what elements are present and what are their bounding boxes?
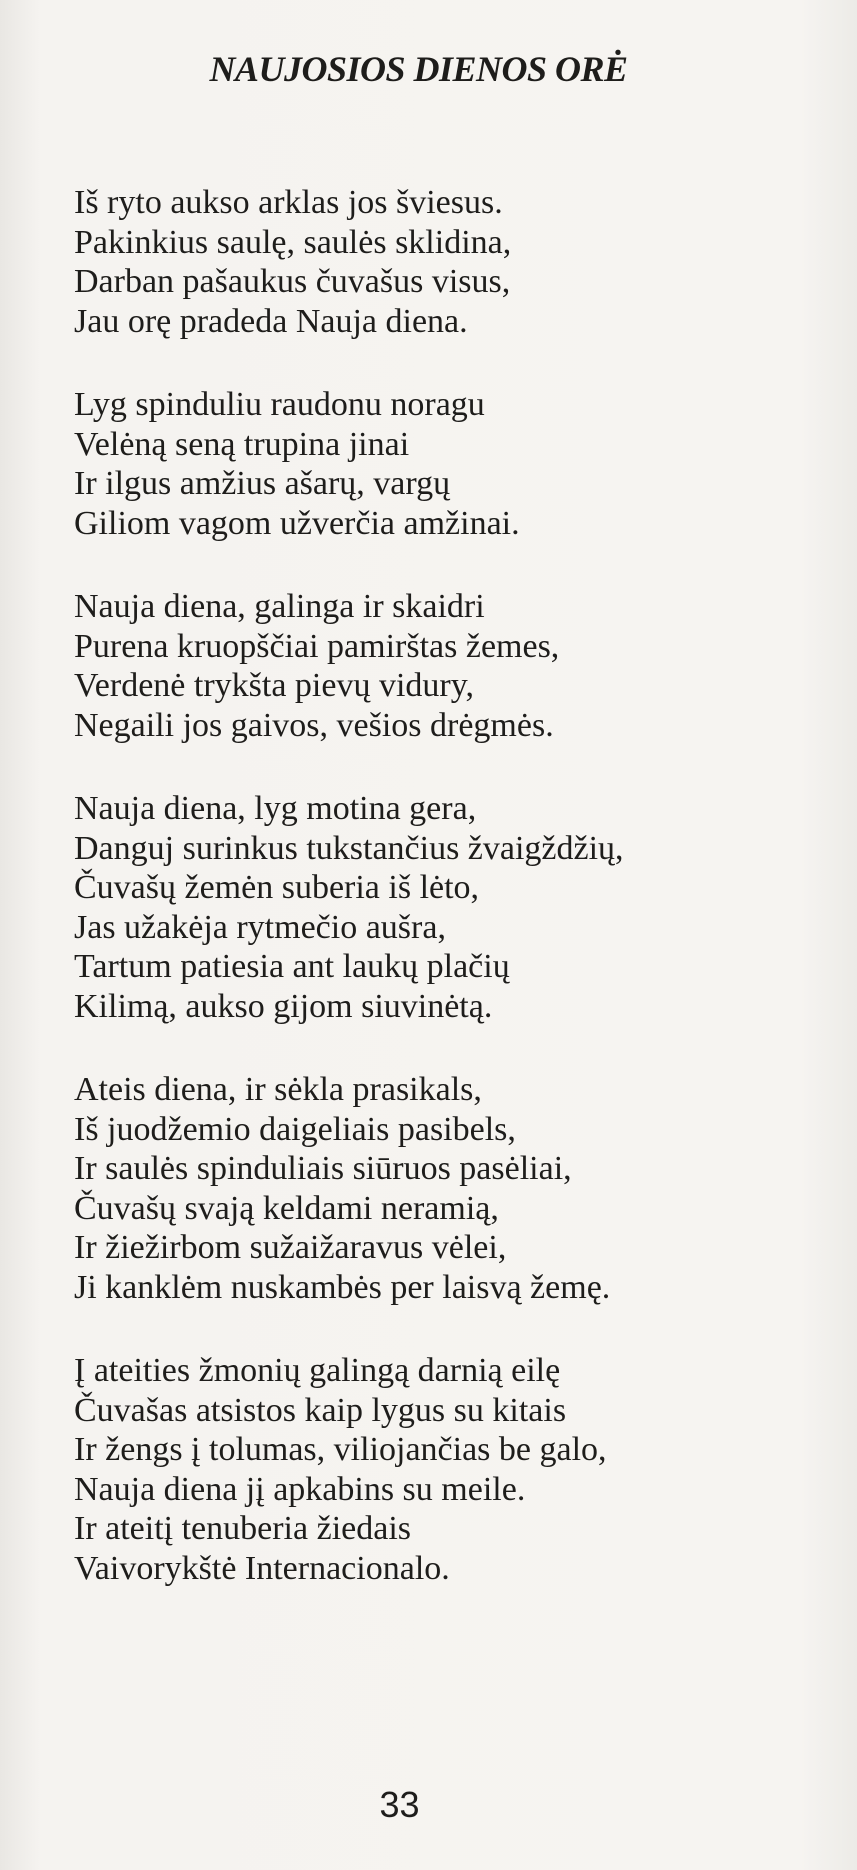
poem-line: Nauja diena, galinga ir skaidri [74,588,485,625]
stanza-3 [74,587,834,745]
poem-line: Ji kanklėm nuskambės per laisvą žemę. [74,1268,611,1306]
poem-line: Giliom vagom užverčia amžinai. [74,504,520,542]
poem-line: Iš juodžemio daigeliais pasibels, [74,1110,516,1148]
poem-line: Ateis diena, ir sėkla prasikals, [74,1071,482,1108]
poem-line: Tartum patiesia ant laukų plačių [74,948,510,985]
poem-line: Danguj surinkus tukstančius žvaigždžių, [74,829,624,867]
poem-line: Purena kruopščiai pamirštas žemes, [74,627,560,665]
stanza-4 [74,789,834,1026]
poem-line: Ir žiežirbom sužaižaravus vėlei, [74,1229,507,1266]
poem-line: Nauja diena, lyg motina gera, [74,790,477,827]
poem-line: Pakinkius saulę, saulės sklidina, [74,223,512,261]
poem-line: Ir žengs į tolumas, viliojančias be galo, [74,1431,607,1468]
poem-line: Nauja diena jį apkabins su meile. [74,1470,526,1508]
page-number: 33 [379,1784,420,1825]
poem-line: Verdenė trykšta pievų vidury, [74,667,475,704]
poem-line: Čuvašų svają keldami neramią, [74,1189,499,1227]
stanza-6 [74,1351,834,1588]
poem-line: Į ateities žmonių galingą darnią eilę [74,1352,561,1389]
poem-line: Darban pašaukus čuvašus visus, [74,263,511,300]
poem-line: Vaivorykštė Internacionalo. [74,1549,450,1587]
stanza-1 [74,183,834,341]
poem-line: Jas užakėja rytmečio aušra, [74,908,446,946]
poem-line: Ir ilgus amžius ašarų, vargų [74,465,451,502]
poem-line: Ir ateitį tenuberia žiedais [74,1510,411,1547]
poem-title: NAUJOSIOS DIENOS ORĖ [209,49,628,89]
poem-line: Iš ryto aukso arklas jos šviesus. [74,184,503,221]
poem-line: Čuvašas atsistos kaip lygus su kitais [74,1391,567,1429]
poem-line: Lyg spinduliu raudonu noragu [74,386,485,423]
poem-line: Negaili jos gaivos, vešios drėgmės. [74,706,554,744]
stanza-2 [74,385,834,543]
poem-body [74,183,834,1632]
poem-line: Ir saulės spinduliais siūruos pasėliai, [74,1150,572,1187]
poem-line: Kilimą, aukso gijom siuvinėtą. [74,987,493,1025]
stanza-5 [74,1070,834,1307]
poem-line: Jau orę pradeda Nauja diena. [74,302,468,340]
poem-line: Velėną seną trupina jinai [74,425,410,463]
poem-line: Čuvašų žemėn suberia iš lėto, [74,869,480,906]
